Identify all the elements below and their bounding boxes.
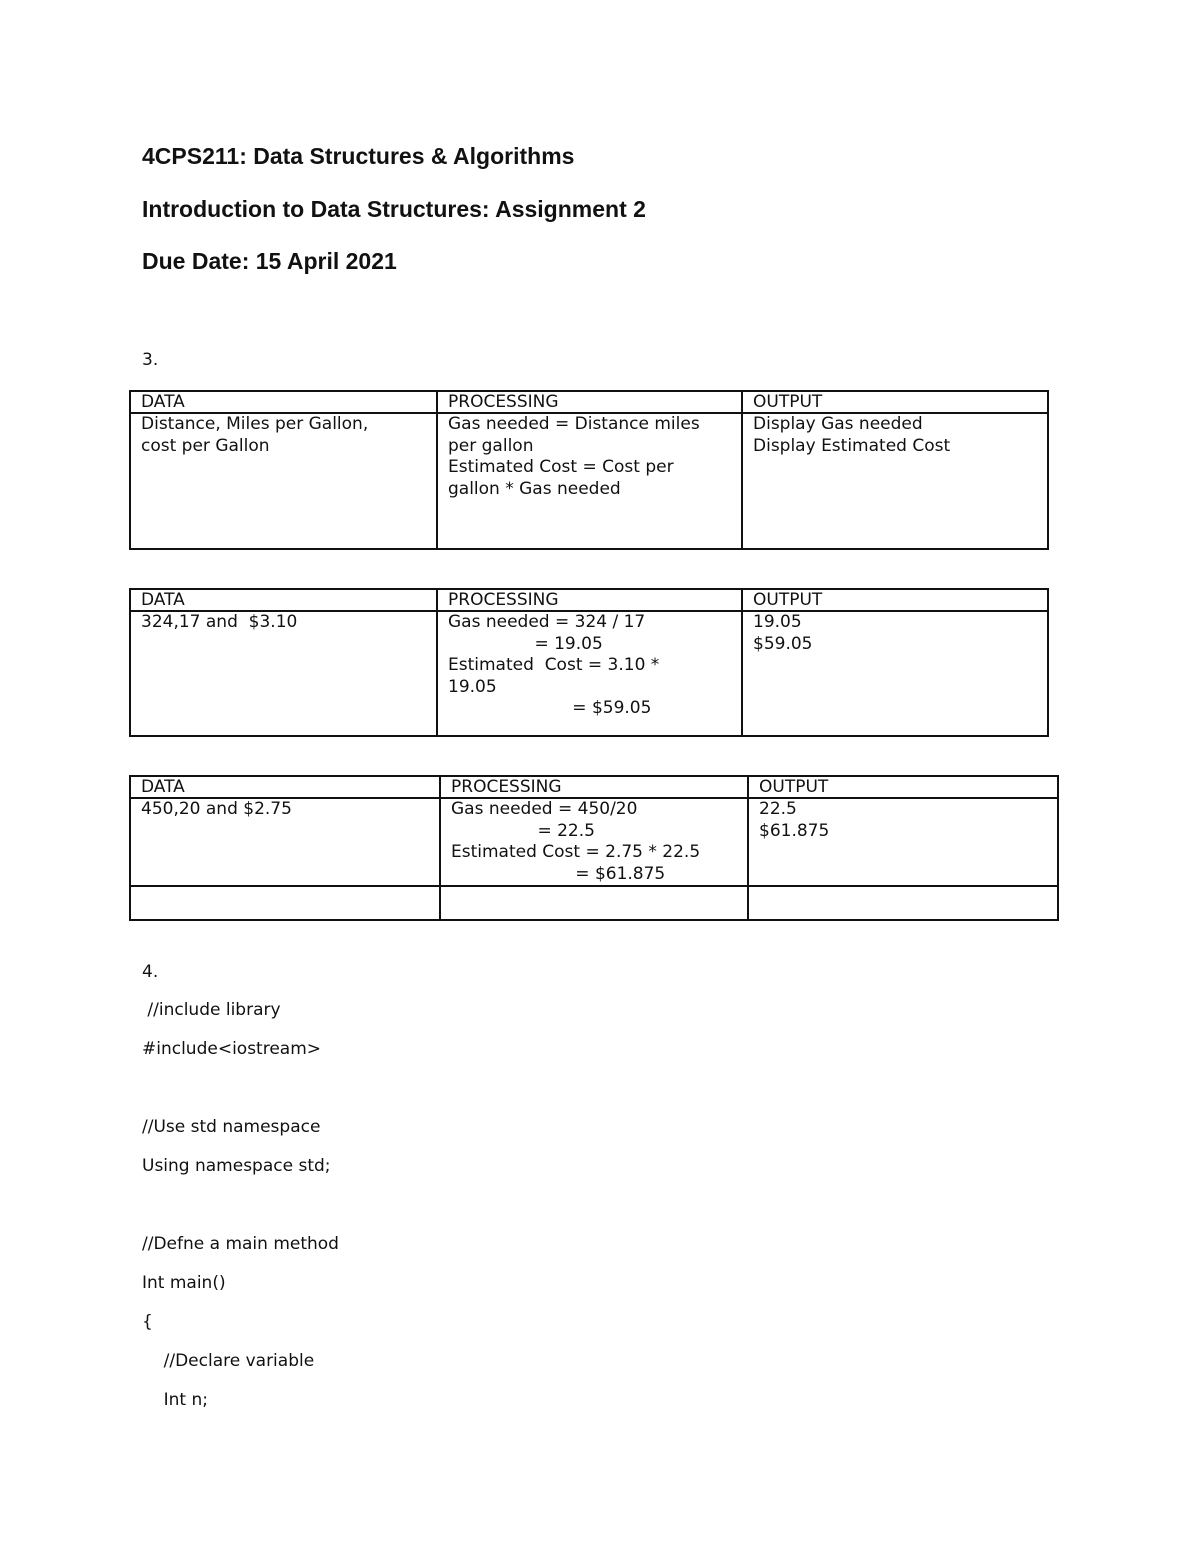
table-row (130, 413, 1048, 549)
output-cell: Display Gas needed Display Estimated Cost (742, 413, 1048, 549)
table-header-row (130, 776, 1058, 798)
code-line: Using namespace std; (142, 1156, 331, 1176)
column-header-processing: PROCESSING (437, 589, 742, 611)
column-header-data: DATA (130, 391, 437, 413)
empty-cell (748, 886, 1058, 920)
column-header-output: OUTPUT (742, 589, 1048, 611)
output-cell: 19.05 $59.05 (742, 611, 1048, 736)
code-line: Int n; (142, 1390, 208, 1410)
assignment-title: Introduction to Data Structures: Assignment 2 (142, 196, 646, 222)
empty-cell (440, 886, 748, 920)
data-cell: Distance, Miles per Gallon, cost per Gallon (130, 413, 437, 549)
code-line: //include library (142, 1000, 281, 1020)
course-title: 4CPS211: Data Structures & Algorithms (142, 143, 575, 169)
processing-cell: Gas needed = 450/20 = 22.5 Estimated Cost = 2.75 * 22.5 = $61.875 (440, 798, 748, 886)
ipo-table-2 (129, 588, 1049, 737)
due-date: Due Date: 15 April 2021 (142, 248, 397, 274)
table-header-row (130, 391, 1048, 413)
table-header-row (130, 589, 1048, 611)
code-line: //Defne a main method (142, 1234, 339, 1254)
column-header-data: DATA (130, 776, 440, 798)
data-cell: 450,20 and $2.75 (130, 798, 440, 886)
ipo-table-1 (129, 390, 1049, 550)
ipo-table-3 (129, 775, 1059, 921)
processing-cell: Gas needed = Distance miles per gallon Estimated Cost = Cost per gallon * Gas needed (437, 413, 742, 549)
code-line: Int main() (142, 1273, 226, 1293)
table-row (130, 611, 1048, 736)
empty-cell (130, 886, 440, 920)
empty-table-row (130, 886, 1058, 920)
code-line: { (142, 1312, 153, 1332)
column-header-output: OUTPUT (748, 776, 1058, 798)
processing-cell: Gas needed = 324 / 17 = 19.05 Estimated Cost = 3.10 * 19.05 = $59.05 (437, 611, 742, 736)
column-header-processing: PROCESSING (437, 391, 742, 413)
code-line: //Use std namespace (142, 1117, 321, 1137)
column-header-processing: PROCESSING (440, 776, 748, 798)
output-cell: 22.5 $61.875 (748, 798, 1058, 886)
column-header-output: OUTPUT (742, 391, 1048, 413)
code-line: #include<iostream> (142, 1039, 322, 1059)
question-4-number: 4. (142, 962, 159, 982)
code-line: //Declare variable (142, 1351, 315, 1371)
data-cell: 324,17 and $3.10 (130, 611, 437, 736)
table-row (130, 798, 1058, 886)
question-3-number: 3. (142, 350, 159, 370)
column-header-data: DATA (130, 589, 437, 611)
